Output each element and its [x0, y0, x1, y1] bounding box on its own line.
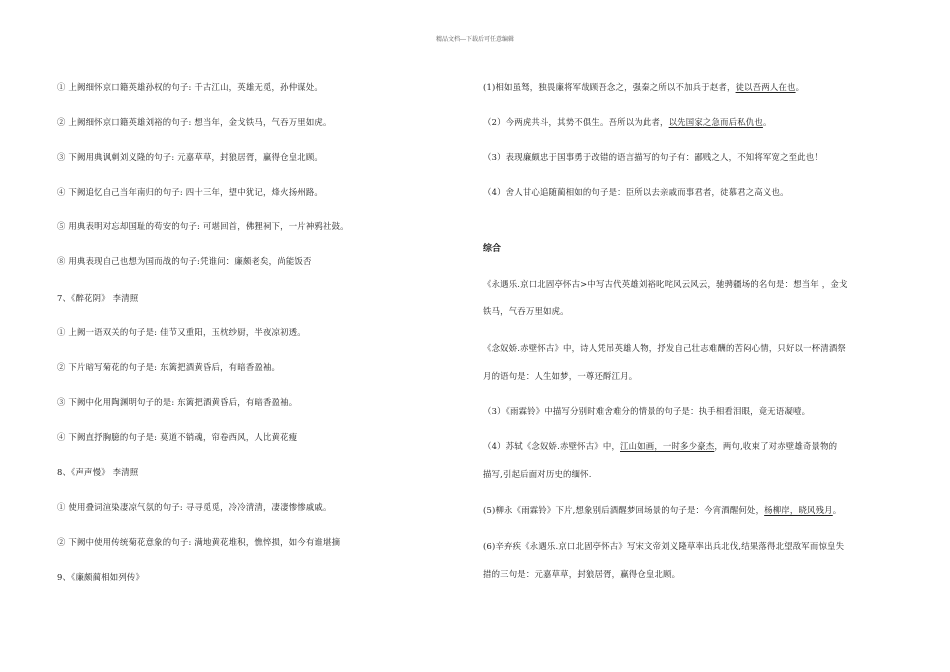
text-line: (6)辛弃疾《永遇乐.京口北固亭怀古》写宋文帝刘义隆草率出兵北伐,结果落得北望敌军而惊皇失	[483, 541, 845, 551]
section-title: 7、《醉花阴》 李清照	[57, 293, 139, 303]
underlined-answer: 江山如画，一时多少豪杰	[620, 441, 715, 451]
section-title: 9、《廉颇蔺相如列传》	[57, 572, 145, 582]
text-line: 《念奴娇.赤壁怀古》中，诗人凭吊英雄人物，抒发自己壮志难酬的苦闷心情，只好以一杯清酒祭	[483, 343, 847, 353]
text-line: （3）《雨霖铃》中描写分别时难舍难分的情景的句子是：执手相看泪眼，竟无语凝噎。	[483, 406, 811, 416]
underlined-answer: 徒以吾两人在也	[735, 82, 796, 92]
text-line: ② 下阙中使用传统菊花意象的句子: 满地黄花堆积，憔悴损，如今有谁堪摘	[57, 537, 341, 547]
text-line: ① 上阙一语双关的句子是: 佳节又重阳，玉枕纱厨，半夜凉初透。	[57, 327, 306, 337]
text-line: ① 使用叠词渲染凄凉气氛的句子: 寻寻觅觅，冷冷清清，凄凄惨惨戚戚。	[57, 502, 332, 512]
text-line: ⑤ 用典表明对忘却国耻的苟安的句子: 可堪回首，佛狸祠下，一片神鸦社鼓。	[57, 221, 349, 231]
section-title: 8、《声声慢》 李清照	[57, 467, 139, 477]
text-line: （3）表现廉颇忠于国事勇于改错的语言描写的句子有：鄙贱之人，不知将军宽之至此也！	[483, 152, 823, 162]
text-line: 月的语句是：人生如梦，一尊还酹江月。	[483, 371, 638, 381]
text-line: （4）苏轼《念奴娇.赤壁怀古》中，江山如画，一时多少豪杰，两句,收束了对赤壁雄奇景物的	[483, 441, 838, 451]
page-header: 精品文档---下载后可任意编辑	[435, 36, 515, 43]
text-line: 铁马，气吞万里如虎。	[483, 306, 569, 316]
text-line: 措的三句是：元嘉草草，封狼居胥，赢得仓皇北顾。	[483, 569, 681, 579]
text-line: ⑧ 用典表现自己也想为国而战的句子:凭谁问：廉颇老矣，尚能饭否	[57, 256, 312, 266]
text-line: 描写,引起后面对历史的缅怀.	[483, 469, 592, 479]
text-line: ① 上阙细怀京口籍英雄孙权的句子: 千古江山，英雄无觅，孙仲谋处。	[57, 82, 323, 92]
underlined-answer: 以先国家之急而后私仇也	[668, 117, 763, 127]
text-line: （2）今两虎共斗，其势不俱生。吾所以为此者，以先国家之急而后私仇也。	[483, 117, 772, 127]
text-line: （4）舍人甘心追随蔺相如的句子是：臣所以去亲戚而事君者，徒慕君之高义也。	[483, 187, 789, 197]
text-line: ③ 下阙用典讽刺刘义隆的句子: 元嘉草草，封狼居胥，赢得仓皇北顾。	[57, 152, 323, 162]
text-line: ② 上阙细怀京口籍英雄刘裕的句子: 想当年，金戈铁马，气吞万里如虎。	[57, 117, 332, 127]
text-line: ② 下片暗写菊花的句子是: 东篱把酒黄昏后，有暗香盈袖。	[57, 362, 281, 372]
text-line: ④ 下阙追忆自己当年南归的句子: 四十三年，望中犹记，烽火扬州路。	[57, 187, 323, 197]
section-heading: 综合	[483, 244, 502, 254]
underlined-answer: 杨柳岸，晓风残月	[764, 505, 833, 515]
text-line: (1)相如虽驽，独畏廉将军哉顾吾念之，强秦之所以不加兵于赵者，徒以吾两人在也。	[483, 82, 805, 92]
text-line: ④ 下阙直抒胸臆的句子是: 莫道不销魂，帘卷西风，人比黄花瘦	[57, 432, 298, 442]
text-line: 《永遇乐.京口北固亭怀古>中写古代英雄刘裕叱咤风云风云，驰骋疆场的名句是：想当年 ，金戈	[483, 279, 848, 289]
text-line: ③ 下阙中化用陶渊明句子的是: 东篱把酒黄昏后，有暗香盈袖。	[57, 397, 298, 407]
text-line: (5)柳永《雨霖铃》下片,想象别后酒醒梦回场景的句子是：今宵酒醒何处，杨柳岸，晓风残月。	[483, 505, 842, 515]
